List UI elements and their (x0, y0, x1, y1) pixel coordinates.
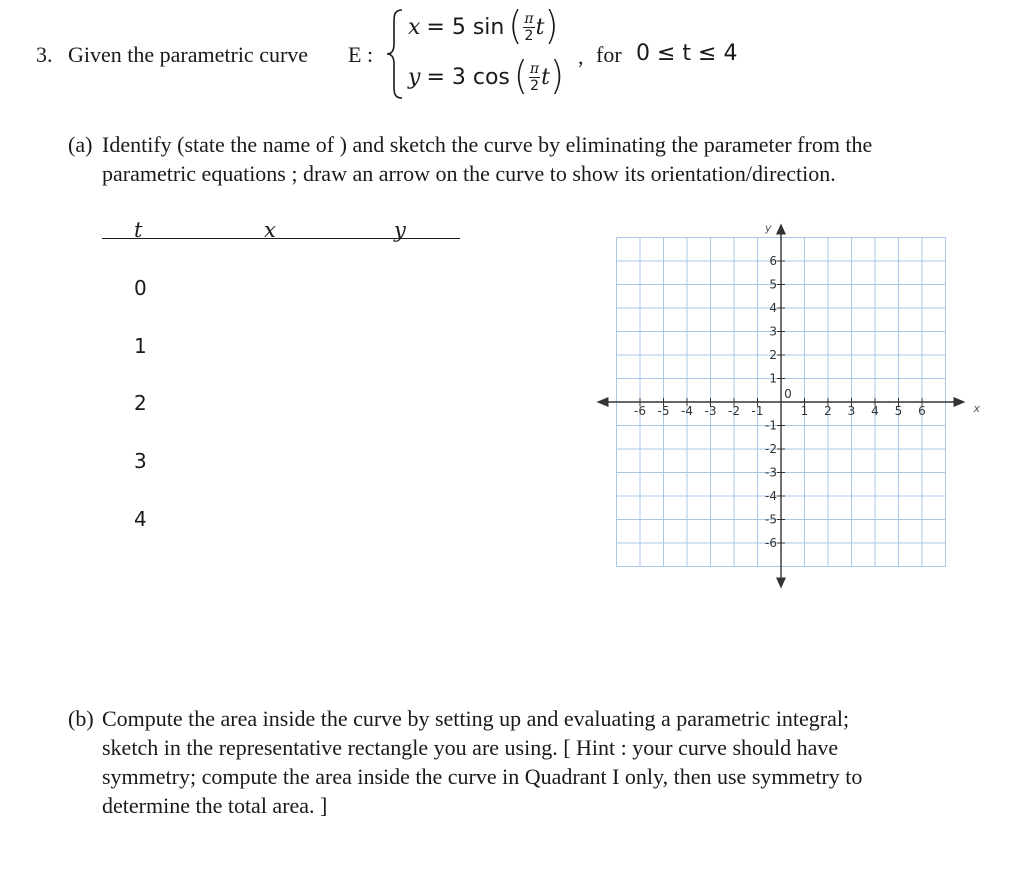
equation-x (408, 3, 559, 50)
problem-number: 3. (36, 42, 53, 67)
x-tick-label: 3 (847, 404, 856, 418)
y-axis-label: y (765, 221, 772, 235)
x-axis-right-arrow-icon (954, 397, 966, 407)
fraction-denominator: 2 (524, 27, 534, 44)
left-paren-icon: ( (508, 3, 523, 50)
y-tick-label: 2 (769, 348, 777, 362)
eq-y-fraction (529, 62, 540, 93)
x-tick-label: 5 (894, 404, 903, 418)
part-b-line2: sketch in the representative rectangle you are using. [ Hint : your curve should have (102, 735, 839, 760)
part-a-line1: Identify (state the name of ) and sketch the curve by eliminating the parameter from the (102, 132, 873, 157)
x-tick-label: -1 (751, 404, 764, 418)
part-a-label: (a) (68, 132, 93, 157)
part-b-line4: determine the total area. ] (102, 793, 328, 818)
eq-x-rhs: = 5 sin (426, 14, 505, 40)
table-row-t-4: 4 (134, 507, 147, 531)
eq-y-var: y (408, 64, 421, 90)
x-tick-label: -4 (681, 404, 693, 418)
curve-name: E : (348, 42, 374, 67)
y-tick-label: 3 (769, 324, 777, 339)
x-tick-label: 4 (871, 404, 879, 418)
part-b-line3: symmetry; compute the area inside the curve in Quadrant I only, then use symmetry to (102, 764, 863, 789)
y-tick-label: -2 (765, 442, 777, 456)
y-tick-label: 5 (769, 277, 777, 292)
table-row-t-1: 1 (134, 334, 147, 358)
fraction-denominator: 2 (530, 77, 539, 94)
equation-y (408, 53, 565, 99)
eq-y-rhs: = 3 cos (426, 64, 510, 90)
problem-intro: Given the parametric curve (68, 42, 309, 67)
y-tick-label: -6 (765, 536, 777, 550)
y-tick-label: 6 (769, 254, 777, 268)
right-paren-icon: ) (544, 3, 559, 50)
table-header-t: t (134, 218, 143, 242)
fraction-numerator: π (524, 10, 534, 27)
x-tick-label: -2 (728, 404, 740, 418)
eq-x-arg: t (535, 14, 545, 40)
system-brace-icon (384, 8, 406, 100)
y-axis-up-arrow-icon (776, 224, 786, 235)
y-tick-label: -3 (765, 465, 777, 480)
y-tick-label: 4 (769, 301, 777, 315)
y-tick-label: 1 (769, 371, 777, 386)
table-row-t-0: 0 (134, 276, 147, 300)
x-tick-label: -6 (634, 404, 646, 418)
y-tick-label: -4 (765, 489, 777, 503)
table-row-t-2: 2 (134, 391, 147, 415)
part-b-label: (b) (68, 706, 94, 731)
equation-comma: , (578, 44, 584, 69)
x-tick-label: -3 (704, 404, 717, 418)
eq-y-arg: t (541, 64, 550, 90)
y-tick-label: -1 (765, 418, 777, 433)
y-axis-down-arrow-icon (776, 578, 786, 589)
x-axis-label: x (973, 402, 981, 415)
y-tick-label: -5 (765, 512, 777, 527)
domain-word: for (596, 42, 622, 67)
eq-x-fraction (523, 12, 534, 43)
table-header-rule (102, 238, 460, 239)
right-paren-icon: ) (549, 53, 565, 99)
table-header-x: x (264, 218, 276, 242)
x-tick-label: 6 (918, 404, 926, 418)
table-header-y: y (394, 218, 406, 242)
part-a-line2: parametric equations ; draw an arrow on the curve to show its orientation/direction. (102, 161, 836, 186)
x-tick-label: 2 (824, 404, 832, 418)
left-paren-icon: ( (513, 53, 528, 99)
x-axis-left-arrow-icon (597, 397, 609, 407)
part-b-line1: Compute the area inside the curve by setting up and evaluating a parametric integral; (102, 706, 850, 731)
table-row-t-3: 3 (134, 449, 147, 473)
origin-label: 0 (784, 387, 792, 401)
x-tick-label: 1 (800, 404, 809, 418)
coordinate-grid (590, 198, 981, 576)
fraction-numerator: π (529, 60, 540, 77)
domain-inequality: 0 ≤ t ≤ 4 (636, 41, 738, 66)
x-tick-label: -5 (657, 404, 670, 418)
eq-x-var: x (408, 14, 421, 40)
